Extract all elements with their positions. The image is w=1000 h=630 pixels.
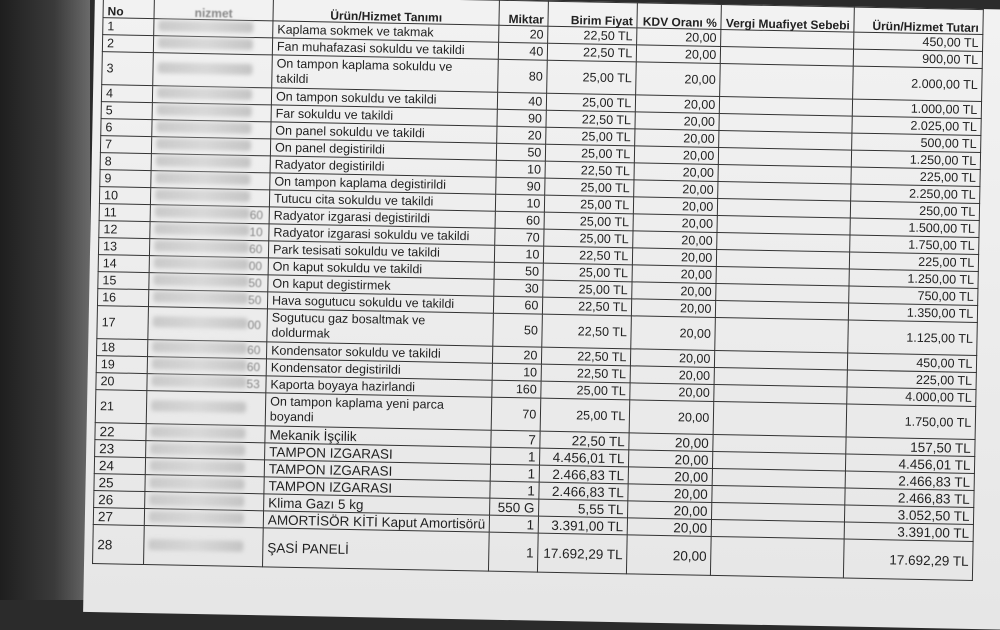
item-unit-price: 4.456,01 TL <box>540 448 629 467</box>
item-description: Radyator degistirildi <box>270 156 497 177</box>
item-unit-price: 22,50 TL <box>542 314 632 349</box>
item-vat-rate: 20,00 <box>632 265 716 284</box>
item-unit-price: 25,00 TL <box>540 398 630 433</box>
redacted-code-blur <box>153 274 248 287</box>
item-quantity: 60 <box>495 211 544 229</box>
item-description: Sogutucu gaz bosaltmak ve doldurmak <box>267 309 494 346</box>
item-total: 1.250,00 TL <box>852 150 981 169</box>
item-vat-rate: 20,00 <box>628 484 712 503</box>
item-vat-rate: 20,00 <box>635 129 719 148</box>
item-total: 225,00 TL <box>851 167 980 186</box>
item-tax-exemption <box>715 317 849 353</box>
item-description: Kondensator sokuldu ve takildi <box>266 342 493 363</box>
item-total: 3.391,00 TL <box>844 522 973 541</box>
item-unit-price: 2.466,83 TL <box>539 465 628 484</box>
item-description: On tampon kaplama yeni parca boyandi <box>265 393 492 430</box>
item-total: 2.025,00 TL <box>852 116 981 135</box>
item-quantity: 10 <box>495 245 544 263</box>
row-number: 4 <box>101 85 152 103</box>
row-number: 27 <box>93 508 144 526</box>
row-number: 6 <box>101 119 152 137</box>
item-quantity: 1 <box>490 464 539 482</box>
redacted-code-blur <box>150 426 245 439</box>
item-description: Kaplama sokmek ve takmak <box>273 21 500 42</box>
item-unit-price: 3.391,00 TL <box>539 516 628 535</box>
item-description: On kaput sokuldu ve takildi <box>268 258 495 279</box>
row-number: 12 <box>99 221 150 239</box>
item-unit-price: 22,50 TL <box>542 347 631 366</box>
item-vat-rate: 20,00 <box>634 180 718 199</box>
invoice-page <box>83 0 1000 630</box>
item-vat-rate: 20,00 <box>629 400 714 435</box>
redacted-code-blur <box>150 443 245 456</box>
item-quantity: 30 <box>494 279 543 297</box>
item-unit-price: 22,50 TL <box>543 297 632 316</box>
item-description: Far sokuldu ve takildi <box>271 105 498 126</box>
item-vat-rate: 20,00 <box>627 535 712 576</box>
item-quantity: 160 <box>492 380 541 398</box>
item-vat-rate: 20,00 <box>632 299 716 318</box>
item-total: 3.052,50 TL <box>845 505 974 524</box>
item-vat-rate: 20,00 <box>633 248 717 267</box>
redacted-code-blur <box>157 104 252 117</box>
code-visible-digits: 53 <box>246 376 261 391</box>
item-quantity: 10 <box>496 160 545 178</box>
item-total: 250,00 TL <box>851 201 980 220</box>
item-vat-rate: 20,00 <box>630 366 714 385</box>
table-body <box>93 18 984 581</box>
redacted-code-blur <box>154 257 249 270</box>
item-total: 500,00 TL <box>852 133 981 152</box>
item-total: 1.750,00 TL <box>850 235 979 254</box>
item-quantity: 20 <box>493 346 542 364</box>
invoice-items-table <box>92 0 984 581</box>
item-vat-rate: 20,00 <box>633 214 717 233</box>
item-quantity: 50 <box>494 262 543 280</box>
row-number: 23 <box>95 440 146 458</box>
code-visible-digits: 60 <box>247 342 261 357</box>
redacted-code-blur <box>157 87 252 100</box>
redacted-code-blur <box>149 511 244 524</box>
item-description: Klima Gazı 5 kg <box>264 494 491 515</box>
redacted-code-blur <box>154 223 249 236</box>
background-shadow <box>0 0 90 600</box>
row-number: 15 <box>98 272 149 290</box>
item-vat-rate: 20,00 <box>631 349 715 368</box>
item-vat-rate: 20,00 <box>636 62 721 97</box>
item-quantity: 20 <box>499 25 548 43</box>
item-total: 450,00 TL <box>854 32 983 51</box>
item-total: 17.692,29 TL <box>844 539 974 580</box>
item-unit-price: 22,50 TL <box>541 364 630 383</box>
item-total: 1.000,00 TL <box>853 99 982 118</box>
item-vat-rate: 20,00 <box>628 467 712 486</box>
redacted-code-blur <box>156 155 251 168</box>
item-quantity: 1 <box>489 532 539 572</box>
header-tax-exemption: Vergi Muafiyet Sebebi <box>721 5 855 33</box>
item-quantity: 1 <box>490 481 539 499</box>
product-code <box>146 391 266 426</box>
item-quantity: 50 <box>493 313 543 347</box>
item-total: 1.750,00 TL <box>846 404 976 439</box>
row-number: 17 <box>97 306 149 340</box>
item-vat-rate: 20,00 <box>630 383 714 402</box>
item-description: TAMPON IZGARASI <box>265 443 492 464</box>
item-total: 750,00 TL <box>849 286 978 305</box>
item-unit-price: 22,50 TL <box>544 246 633 265</box>
row-number: 1 <box>103 18 154 36</box>
header-code: nizmet <box>154 0 273 21</box>
item-quantity: 70 <box>491 397 541 431</box>
item-total: 1.250,00 TL <box>849 269 978 288</box>
item-vat-rate: 20,00 <box>637 45 721 64</box>
item-description: Mekanik İşçilik <box>265 426 492 447</box>
item-quantity: 1 <box>490 515 539 533</box>
item-description: On tampon kaplama degistirildi <box>270 173 497 194</box>
item-total: 2.000,00 TL <box>853 66 983 101</box>
item-quantity: 70 <box>495 228 544 246</box>
item-vat-rate: 20,00 <box>634 163 718 182</box>
row-number: 7 <box>100 136 151 154</box>
item-quantity: 10 <box>492 363 541 381</box>
row-number: 19 <box>96 356 147 374</box>
redacted-code-blur <box>157 62 252 75</box>
item-unit-price: 25,00 TL <box>546 144 635 163</box>
row-number: 14 <box>98 255 149 273</box>
item-vat-rate: 20,00 <box>627 518 711 537</box>
item-unit-price: 17.692,29 TL <box>538 533 628 574</box>
item-unit-price: 25,00 TL <box>547 93 636 112</box>
item-vat-rate: 20,00 <box>637 28 721 47</box>
item-description: On tampon kaplama sokuldu ve takildi <box>272 55 499 92</box>
code-visible-digits: 00 <box>248 258 263 273</box>
item-unit-price: 25,00 TL <box>545 195 634 214</box>
item-total: 1.500,00 TL <box>850 218 979 237</box>
item-vat-rate: 20,00 <box>634 197 718 216</box>
redacted-code-blur <box>156 138 251 151</box>
row-number: 3 <box>102 52 154 86</box>
item-quantity: 60 <box>494 296 543 314</box>
item-description: ŞASİ PANELİ <box>262 528 489 571</box>
row-number: 25 <box>94 474 145 492</box>
item-total: 225,00 TL <box>847 370 976 389</box>
item-quantity: 10 <box>496 194 545 212</box>
redacted-code-blur <box>154 240 249 253</box>
item-total: 225,00 TL <box>850 252 979 271</box>
item-description: Park tesisati sokuldu ve takildi <box>268 241 495 262</box>
item-vat-rate: 20,00 <box>629 450 713 469</box>
item-unit-price: 22,50 TL <box>548 26 637 45</box>
redacted-code-blur <box>152 358 247 371</box>
redacted-code-blur <box>151 375 246 388</box>
item-description: Hava sogutucu sokuldu ve takildi <box>267 292 494 313</box>
header-total: Ürün/Hizmet Tutarı <box>854 7 983 34</box>
row-number: 2 <box>102 35 153 53</box>
code-visible-digits: 50 <box>247 292 262 307</box>
product-code <box>144 526 264 567</box>
code-visible-digits: 10 <box>249 224 263 239</box>
code-visible-digits: 60 <box>249 207 264 222</box>
redacted-code-blur <box>153 316 248 329</box>
item-description: Radyator izgarasi degistirildi <box>269 207 496 228</box>
redacted-code-blur <box>149 494 244 507</box>
code-visible-digits: 60 <box>248 241 263 256</box>
code-visible-digits: 60 <box>246 359 261 374</box>
row-number: 16 <box>97 289 148 307</box>
row-number: 28 <box>93 525 145 565</box>
item-description: Fan muhafazasi sokuldu ve takildi <box>272 38 499 59</box>
item-vat-rate: 20,00 <box>632 282 716 301</box>
item-quantity: 50 <box>497 143 546 161</box>
row-number: 26 <box>94 491 145 509</box>
item-tax-exemption <box>713 401 847 437</box>
item-vat-rate: 20,00 <box>629 433 713 452</box>
row-number: 5 <box>101 102 152 120</box>
item-unit-price: 25,00 TL <box>544 229 633 248</box>
row-number: 11 <box>99 204 150 222</box>
item-total: 1.125,00 TL <box>848 320 978 355</box>
item-unit-price: 5,55 TL <box>539 499 628 518</box>
row-number: 21 <box>95 390 147 424</box>
item-quantity: 20 <box>497 126 546 144</box>
item-quantity: 550 G <box>490 498 539 516</box>
row-number: 24 <box>94 457 145 475</box>
item-total: 1.350,00 TL <box>849 303 978 322</box>
item-unit-price: 25,00 TL <box>546 127 635 146</box>
item-total: 4.456,01 TL <box>846 454 975 473</box>
item-unit-price: 25,00 TL <box>543 263 632 282</box>
redacted-code-blur <box>158 37 253 50</box>
item-total: 900,00 TL <box>854 49 983 68</box>
item-description: Tutucu cita sokuldu ve takildi <box>269 190 496 211</box>
item-unit-price: 25,00 TL <box>544 212 633 231</box>
header-unit-price: Birim Fiyat <box>548 1 637 28</box>
row-number: 10 <box>99 187 150 205</box>
item-total: 2.466,83 TL <box>845 471 974 490</box>
item-vat-rate: 20,00 <box>636 95 720 114</box>
code-visible-digits: 00 <box>247 317 262 332</box>
item-quantity: 90 <box>496 177 545 195</box>
item-quantity: 7 <box>491 430 540 448</box>
redacted-code-blur <box>155 206 250 219</box>
item-description: On panel sokuldu ve takildi <box>271 122 498 143</box>
header-description: Ürün/Hizmet Tanımı <box>273 0 500 25</box>
redacted-code-blur <box>155 189 250 202</box>
row-number: 22 <box>95 423 146 441</box>
item-total: 157,50 TL <box>846 437 975 456</box>
redacted-code-blur <box>148 539 243 552</box>
item-unit-price: 25,00 TL <box>543 280 632 299</box>
item-vat-rate: 20,00 <box>631 316 716 351</box>
redacted-code-blur <box>150 460 245 473</box>
redacted-code-blur <box>156 121 251 134</box>
item-total: 450,00 TL <box>848 353 977 372</box>
item-unit-price: 22,50 TL <box>545 161 634 180</box>
redacted-code-blur <box>155 172 250 185</box>
item-total: 2.250,00 TL <box>851 184 980 203</box>
item-unit-price: 22,50 TL <box>548 43 637 62</box>
header-vat-rate: KDV Oranı % <box>637 3 721 30</box>
item-quantity: 40 <box>498 92 547 110</box>
row-number: 20 <box>96 373 147 391</box>
item-vat-rate: 20,00 <box>635 146 719 165</box>
item-description: On panel degistirildi <box>270 139 497 160</box>
item-tax-exemption <box>711 536 845 578</box>
item-quantity: 1 <box>491 447 540 465</box>
product-code <box>153 53 273 88</box>
item-vat-rate: 20,00 <box>635 112 719 131</box>
item-unit-price: 25,00 TL <box>541 381 630 400</box>
item-unit-price: 22,50 TL <box>546 110 635 129</box>
item-total: 4.000,00 TL <box>847 387 976 406</box>
item-unit-price: 2.466,83 TL <box>539 482 628 501</box>
item-description: AMORTİSÖR KİTİ Kaput Amortisörü <box>263 511 490 532</box>
code-visible-digits: 50 <box>248 275 262 290</box>
header-quantity: Miktar <box>499 0 548 26</box>
item-vat-rate: 20,00 <box>628 501 712 520</box>
item-vat-rate: 20,00 <box>633 231 717 250</box>
redacted-code-blur <box>153 291 248 304</box>
row-number: 9 <box>100 170 151 188</box>
redacted-code-blur <box>158 20 253 33</box>
item-unit-price: 25,00 TL <box>547 60 637 95</box>
redacted-code-blur <box>152 341 247 354</box>
item-tax-exemption <box>720 64 854 100</box>
item-quantity: 90 <box>497 109 546 127</box>
item-total: 2.466,83 TL <box>845 488 974 507</box>
item-unit-price: 22,50 TL <box>540 431 629 450</box>
item-unit-price: 25,00 TL <box>545 178 634 197</box>
row-number: 13 <box>98 238 149 256</box>
product-code <box>148 307 268 342</box>
item-description: Radyator izgarasi sokuldu ve takildi <box>269 224 496 245</box>
item-description: TAMPON IZGARASI <box>264 477 491 498</box>
item-description: On kaput degistirmek <box>268 275 495 296</box>
item-quantity: 80 <box>498 59 548 93</box>
item-quantity: 40 <box>499 42 548 60</box>
redacted-code-blur <box>151 400 246 413</box>
item-description: On tampon sokuldu ve takildi <box>271 88 498 109</box>
header-no: No <box>103 0 154 19</box>
item-description: TAMPON IZGARASI <box>264 460 491 481</box>
redacted-code-blur <box>149 477 244 490</box>
item-description: Kondensator degistirildi <box>266 359 493 380</box>
item-description: Kaporta boyaya hazirlandi <box>266 376 493 397</box>
row-number: 18 <box>97 339 148 357</box>
row-number: 8 <box>100 153 151 171</box>
